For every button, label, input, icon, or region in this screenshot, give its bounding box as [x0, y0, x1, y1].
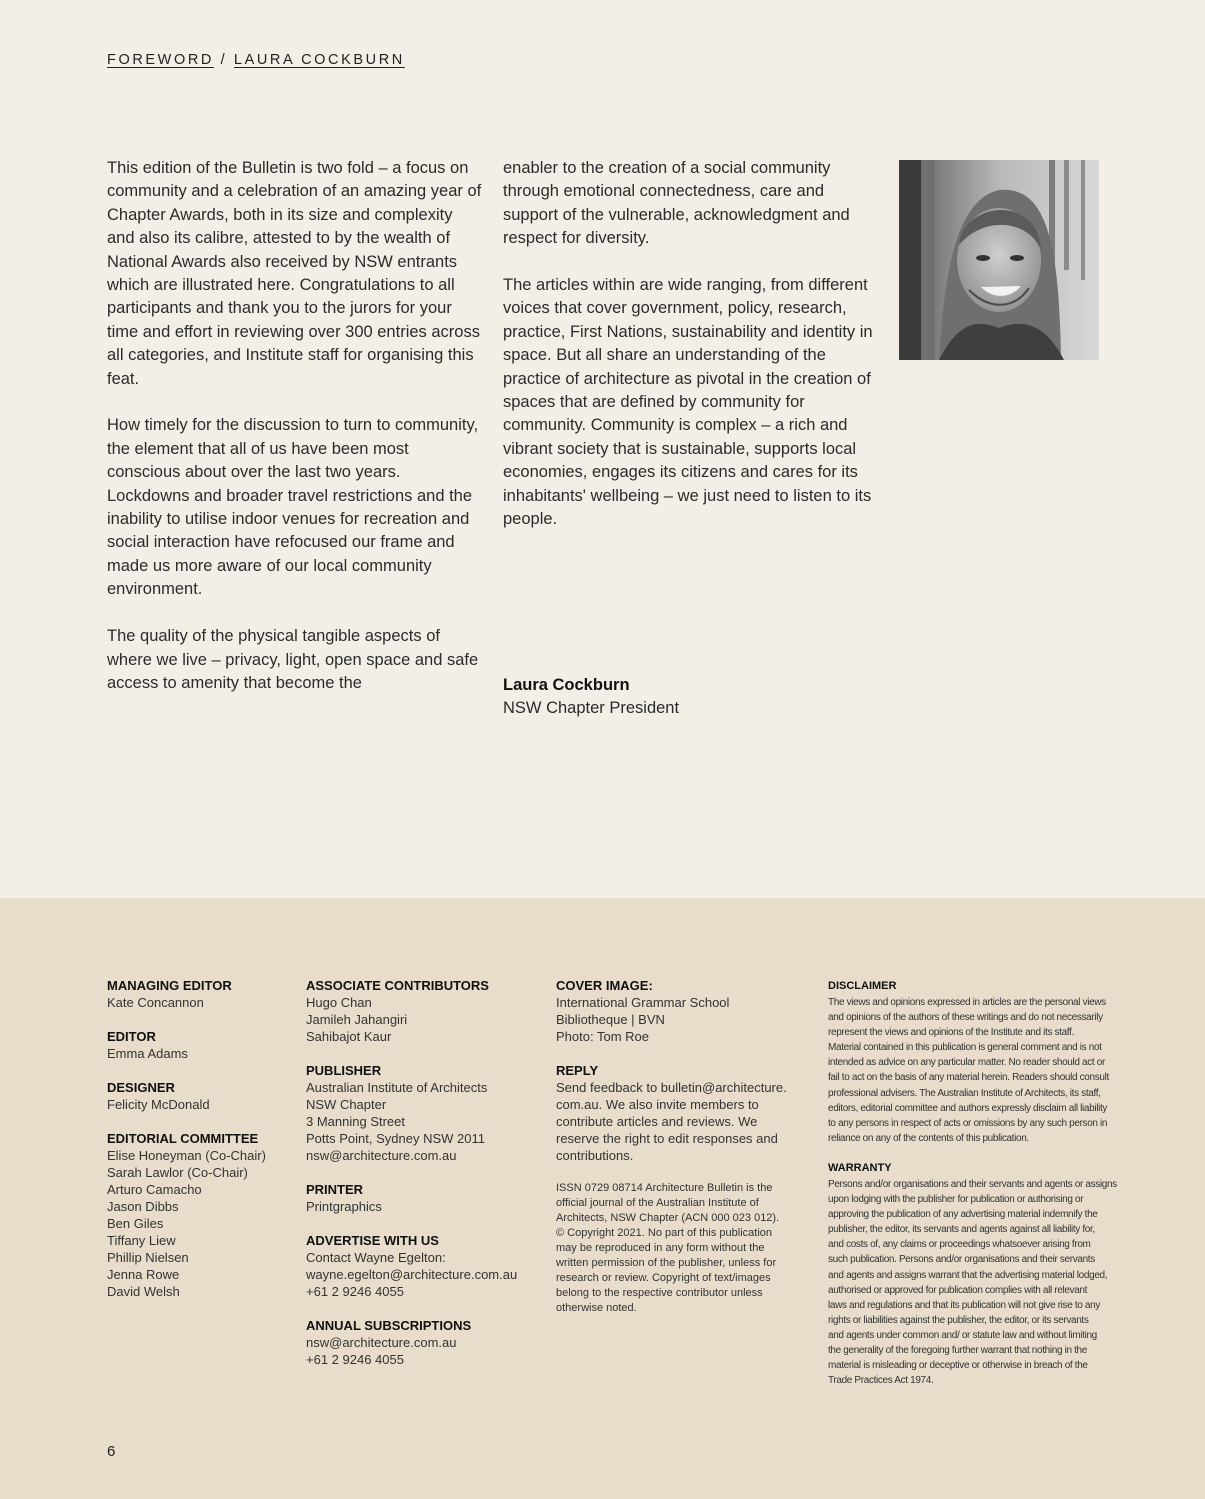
credit-line: Emma Adams — [107, 1046, 188, 1061]
paragraph: This edition of the Bulletin is two fold – a focus on community and a celebration of an amazing year of Chapter Awards, both in its size and complexity and also its calibre, attested to by the wealth of National Awards also received by NSW entrants which are illustrated here. Congratulations to all participants and thank you to the jurors for your time and effort in reviewing over 300 entries across all categories, and Institute staff for organising this feat. — [107, 159, 482, 388]
disclaimer-line: professional advisers. The Australian Institute of Architects, its staff, — [828, 1087, 1101, 1099]
credit-line: nsw@architecture.com.au — [306, 1148, 457, 1163]
credit-line: Photo: Tom Roe — [556, 1029, 649, 1044]
credit-block — [306, 1181, 546, 1215]
warranty-line: material is misleading or deceptive or otherwise in breach of the — [828, 1360, 1088, 1372]
credit-line: Jason Dibbs — [107, 1199, 179, 1214]
issn-notice — [556, 1181, 804, 1316]
credit-line: Contact Wayne Egelton: — [306, 1250, 446, 1265]
warranty-line: laws and regulations and that its publication will not give rise to any — [828, 1299, 1100, 1311]
disclaimer-line: reliance on any of the contents of this publication. — [828, 1132, 1029, 1144]
issn-line: research or review. Copyright of text/images — [556, 1272, 771, 1284]
credit-line: wayne.egelton@architecture.com.au — [306, 1267, 518, 1282]
disclaimer-line: to any persons in respect of acts or omissions by any such person in — [828, 1117, 1108, 1129]
credit-line: Arturo Camacho — [107, 1182, 202, 1197]
disclaimer-line: Material contained in this publication is general comment and is not — [828, 1042, 1102, 1054]
credit-heading: PUBLISHER — [306, 1063, 382, 1078]
header-separator: / — [220, 52, 228, 68]
warranty-line: approving the publication of any advertising material indemnify the — [828, 1209, 1098, 1221]
credits-column-2 — [306, 977, 546, 1385]
warranty-line: Persons and/or organisations and their servants and agents or assigns — [828, 1178, 1117, 1190]
warranty-line: rights or liabilities against the publisher, the editor, or its servants — [828, 1314, 1089, 1326]
paragraph: The articles within are wide ranging, from different voices that cover government, policy, research, practice, First Nations, sustainability and identity in space. But all share an understanding of the practice of architecture as pivotal in the creation of spaces that are defined by community for community. Community is complex – a rich and vibrant society that is sustainable, supports local economies, engages its citizens and cares for its inhabitants' wellbeing – we just need to listen to its people. — [503, 276, 873, 529]
credit-line: nsw@architecture.com.au — [306, 1335, 457, 1350]
credit-heading: ANNUAL SUBSCRIPTIONS — [306, 1318, 472, 1333]
warranty-line: and agents and assigns warrant that the advertising material lodged, — [828, 1269, 1108, 1281]
credit-line: Australian Institute of Architects — [306, 1080, 488, 1095]
credit-line: International Grammar School — [556, 995, 730, 1010]
warranty-text — [828, 1177, 1118, 1388]
section-label: FOREWORD — [107, 52, 214, 68]
credit-line: Sarah Lawlor (Co-Chair) — [107, 1165, 248, 1180]
credit-line: Send feedback to bulletin@architecture. — [556, 1080, 787, 1095]
credit-line: 3 Manning Street — [306, 1114, 406, 1129]
credit-line: NSW Chapter — [306, 1097, 387, 1112]
credit-block — [556, 1062, 804, 1164]
credit-block — [306, 1232, 546, 1300]
credit-line: Kate Concannon — [107, 995, 204, 1010]
signature-title: NSW Chapter President — [503, 699, 680, 718]
disclaimer-line: editors, editorial committee and authors expressly disclaim all liability — [828, 1102, 1108, 1114]
warranty-line: such publication. Persons and/or organisations and their servants — [828, 1254, 1095, 1266]
credit-line: Elise Honeyman (Co-Chair) — [107, 1148, 266, 1163]
legal-column — [828, 978, 1118, 1402]
credits-column-3 — [556, 977, 804, 1316]
warranty-line: the generality of the foregoing further warrant that nothing in the — [828, 1344, 1087, 1356]
paragraph: How timely for the discussion to turn to community, the element that all of us have been most conscious about over the last two years. Lockdowns and broader travel restrictions and the inability to utilise indoor venues for recreation and social interaction have refocused our frame and made us more aware of our local community environment. — [107, 416, 479, 599]
issn-line: © Copyright 2021. No part of this publication — [556, 1227, 773, 1239]
credit-line: com.au. We also invite members to — [556, 1097, 759, 1112]
issn-line: official journal of the Australian Institute of — [556, 1197, 759, 1209]
disclaimer-line: and opinions of the authors of these writings and do not necessarily — [828, 1012, 1103, 1024]
warranty-line: upon lodging with the publisher for publication or authorising or — [828, 1194, 1084, 1206]
credit-line: Jamileh Jahangiri — [306, 1012, 408, 1027]
paragraph: The quality of the physical tangible aspects of where we live – privacy, light, open space and safe access to amenity that become the — [107, 627, 479, 692]
warranty-line: Trade Practices Act 1974. — [828, 1375, 934, 1387]
warranty-line: authorised or approved for publication complies with all relevant — [828, 1284, 1088, 1296]
credit-line: Potts Point, Sydney NSW 2011 — [306, 1131, 485, 1146]
warranty-line: and costs of, any claims or proceedings whatsoever arising from — [828, 1239, 1091, 1251]
credit-line: +61 2 9246 4055 — [306, 1352, 404, 1367]
credit-line: reserve the right to edit responses and — [556, 1131, 778, 1146]
issn-line: may be reproduced in any form without the — [556, 1242, 765, 1254]
credit-block — [107, 977, 292, 1011]
portrait-photo — [899, 160, 1099, 360]
credit-line: Bibliotheque | BVN — [556, 1012, 665, 1027]
credit-block — [306, 1062, 546, 1164]
page-number: 6 — [107, 1443, 116, 1460]
credit-heading: PRINTER — [306, 1182, 364, 1197]
credit-heading: MANAGING EDITOR — [107, 978, 232, 993]
issn-line: belong to the respective contributor unless — [556, 1287, 763, 1299]
disclaimer-text — [828, 995, 1118, 1146]
credit-line: +61 2 9246 4055 — [306, 1284, 404, 1299]
issn-line: otherwise noted. — [556, 1302, 637, 1314]
credit-block — [556, 977, 804, 1045]
credit-line: contribute articles and reviews. We — [556, 1114, 758, 1129]
credit-line: David Welsh — [107, 1284, 180, 1299]
signature-name: Laura Cockburn — [503, 676, 630, 694]
credit-heading: ASSOCIATE CONTRIBUTORS — [306, 978, 489, 993]
credit-heading: ADVERTISE WITH US — [306, 1233, 439, 1248]
disclaimer-line: represent the views and opinions of the Institute and its staff. — [828, 1027, 1074, 1039]
credit-block — [107, 1130, 292, 1300]
warranty-line: and agents under common and/ or statute law and without limiting — [828, 1329, 1097, 1341]
credit-heading: COVER IMAGE: — [556, 978, 653, 993]
credit-block — [107, 1028, 292, 1062]
foreword-column-2 — [503, 157, 875, 555]
credit-line: Tiffany Liew — [107, 1233, 176, 1248]
credit-line: Jenna Rowe — [107, 1267, 180, 1282]
credit-heading: DESIGNER — [107, 1080, 175, 1095]
credits-footer — [0, 898, 1205, 1499]
signature — [503, 674, 679, 721]
credit-block — [306, 1317, 546, 1368]
credit-line: Felicity McDonald — [107, 1097, 210, 1112]
disclaimer-line: fail to act on the basis of any material herein. Readers should consult — [828, 1072, 1109, 1084]
credit-block — [306, 977, 546, 1045]
credit-line: Phillip Nielsen — [107, 1250, 189, 1265]
paragraph: enabler to the creation of a social community through emotional connectedness, care and support of the vulnerable, acknowledgment and respect for diversity. — [503, 159, 850, 248]
credit-heading: REPLY — [556, 1063, 599, 1078]
page-header — [107, 52, 405, 68]
warranty-heading: WARRANTY — [828, 1161, 892, 1174]
credit-heading: EDITORIAL COMMITTEE — [107, 1131, 259, 1146]
author-label: LAURA COCKBURN — [233, 52, 405, 68]
credit-line: Printgraphics — [306, 1199, 382, 1214]
credit-heading: EDITOR — [107, 1029, 156, 1044]
credit-line: Hugo Chan — [306, 995, 372, 1010]
disclaimer-line: The views and opinions expressed in articles are the personal views — [828, 997, 1106, 1008]
disclaimer-line: intended as advice on any particular matter. No reader should act or — [828, 1057, 1105, 1069]
author-portrait — [899, 160, 1099, 360]
warranty-line: publisher, the editor, its servants and agents against all liability for, — [828, 1224, 1095, 1236]
credit-line: Sahibajot Kaur — [306, 1029, 392, 1044]
credit-line: Ben Giles — [107, 1216, 164, 1231]
disclaimer-heading: DISCLAIMER — [828, 980, 897, 992]
credits-column-1 — [107, 977, 292, 1317]
credit-block — [107, 1079, 292, 1113]
credit-line: contributions. — [556, 1148, 634, 1163]
foreword-column-1 — [107, 157, 482, 719]
issn-line: written permission of the publisher, unless for — [556, 1257, 777, 1269]
issn-line: ISSN 0729 08714 Architecture Bulletin is the — [556, 1182, 773, 1194]
issn-line: Architects, NSW Chapter (ACN 000 023 012). — [556, 1212, 780, 1224]
